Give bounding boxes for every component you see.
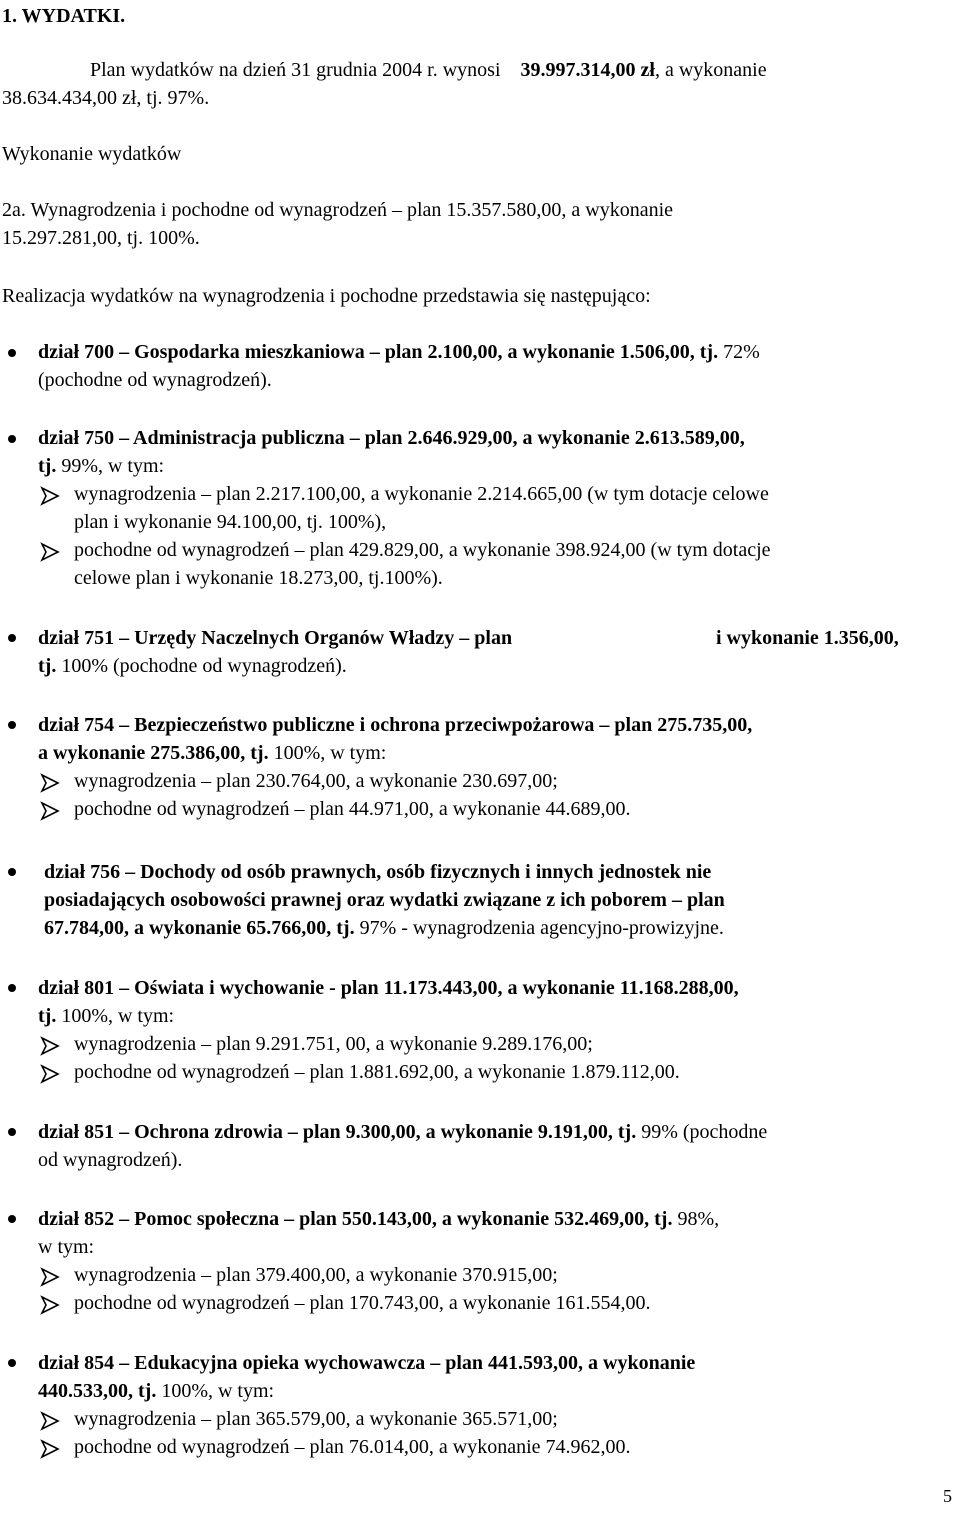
d851-pct: 99% (pochodne	[636, 1121, 768, 1143]
d700-bold: dział 700 – Gospodarka mieszkaniowa – plan 2.100,00, a wykonanie 1.506,00, tj.	[38, 341, 719, 363]
bullet	[8, 634, 16, 642]
d854-line-1: dział 854 – Edukacyjna opieka wychowawcza – plan 441.593,00, a wykonanie	[38, 1352, 696, 1374]
section-title: Wykonanie wydatków	[2, 143, 182, 165]
d852-line-1	[38, 1207, 719, 1231]
d750-sub1-line-2: plan i wykonanie 94.100,00, tj. 100%),	[74, 511, 387, 533]
d801-line-2	[38, 1004, 174, 1028]
bullet	[8, 1128, 16, 1136]
d851-line-1	[38, 1120, 767, 1144]
d751-line-2	[38, 654, 347, 678]
d801-pct: 100%, w tym:	[56, 1005, 175, 1027]
page-number: 5	[943, 1486, 952, 1506]
d754-pct: 100%, w tym:	[268, 742, 387, 764]
d750-pct: 99%, w tym:	[56, 455, 165, 477]
bullet	[8, 721, 16, 729]
d754-sub1: wynagrodzenia – plan 230.764,00, a wykonanie 230.697,00;	[74, 770, 558, 792]
arrow-bullet-icon	[40, 1439, 60, 1459]
arrow-bullet-icon	[40, 1267, 60, 1287]
d700-pct: 72%	[718, 341, 760, 363]
d801-line-1: dział 801 – Oświata i wychowanie - plan 11.173.443,00, a wykonanie 11.168.288,00,	[38, 977, 739, 999]
d801-sub1: wynagrodzenia – plan 9.291.751, 00, a wykonanie 9.289.176,00;	[74, 1033, 593, 1055]
d754-line-1: dział 754 – Bezpieczeństwo publiczne i ochrona przeciwpożarowa – plan 275.735,00,	[38, 714, 753, 736]
bullet	[8, 984, 16, 992]
d751-line-1b: i wykonanie 1.356,00,	[716, 627, 899, 649]
d754-bold: a wykonanie 275.386,00, tj.	[38, 742, 269, 764]
d852-bold: dział 852 – Pomoc społeczna – plan 550.143,00, a wykonanie 532.469,00, tj.	[38, 1208, 673, 1230]
d700-line-2: (pochodne od wynagrodzeń).	[38, 369, 272, 391]
bullet	[8, 868, 16, 876]
d756-line-3	[44, 916, 724, 940]
intro-line-2: 38.634.434,00 zł, tj. 97%.	[2, 87, 210, 109]
bullet	[8, 1215, 16, 1223]
arrow-bullet-icon	[40, 486, 60, 506]
d754-line-2	[38, 741, 386, 765]
d750-sub1-line-1: wynagrodzenia – plan 2.217.100,00, a wykonanie 2.214.665,00 (w tym dotacje celowe	[74, 483, 769, 505]
d852-line-2: w tym:	[38, 1236, 95, 1258]
realizacja-text: Realizacja wydatków na wynagrodzenia i pochodne przedstawia się następująco:	[2, 285, 651, 307]
heading: 1. WYDATKI.	[2, 5, 126, 27]
d851-bold: dział 851 – Ochrona zdrowia – plan 9.300,00, a wykonanie 9.191,00, tj.	[38, 1121, 637, 1143]
arrow-bullet-icon	[40, 1411, 60, 1431]
d852-sub1: wynagrodzenia – plan 379.400,00, a wykonanie 370.915,00;	[74, 1264, 558, 1286]
total-plan: 39.997.314,00 zł	[520, 59, 655, 81]
d750-sub2-line-1: pochodne od wynagrodzeń – plan 429.829,00, a wykonanie 398.924,00 (w tym dotacje	[74, 539, 771, 561]
s2a-line-2: 15.297.281,00, tj. 100%.	[2, 227, 200, 249]
d852-sub2: pochodne od wynagrodzeń – plan 170.743,00, a wykonanie 161.554,00.	[74, 1292, 651, 1314]
bullet	[8, 1359, 16, 1367]
s2a-line-1: 2a. Wynagrodzenia i pochodne od wynagrodzeń – plan 15.357.580,00, a wykonanie	[2, 199, 674, 221]
d801-tj: tj.	[38, 1005, 57, 1027]
d854-line-2	[38, 1379, 274, 1403]
d852-pct: 98%,	[672, 1208, 720, 1230]
d854-bold: 440.533,00, tj.	[38, 1380, 157, 1402]
d756-line-1: dział 756 – Dochody od osób prawnych, osób fizycznych i innych jednostek nie	[44, 861, 712, 883]
arrow-bullet-icon	[40, 542, 60, 562]
d756-pct: 97% - wynagrodzenia agencyjno-prowizyjne.	[354, 917, 724, 939]
d750-sub2-line-2: celowe plan i wykonanie 18.273,00, tj.100%).	[74, 567, 443, 589]
arrow-bullet-icon	[40, 773, 60, 793]
d751-pct: 100% (pochodne od wynagrodzeń).	[56, 655, 347, 677]
intro-text: Plan wydatków na dzień 31 grudnia 2004 r. wynosi	[90, 59, 501, 81]
arrow-bullet-icon	[40, 1036, 60, 1056]
d700-line-1	[38, 340, 760, 364]
d751-line-1a: dział 751 – Urzędy Naczelnych Organów Władzy – plan	[38, 627, 513, 649]
d801-sub2: pochodne od wynagrodzeń – plan 1.881.692,00, a wykonanie 1.879.112,00.	[74, 1061, 680, 1083]
d854-pct: 100%, w tym:	[156, 1380, 275, 1402]
d854-sub1: wynagrodzenia – plan 365.579,00, a wykonanie 365.571,00;	[74, 1408, 558, 1430]
arrow-bullet-icon	[40, 801, 60, 821]
d751-tj: tj.	[38, 655, 57, 677]
d750-line-1: dział 750 – Administracja publiczna – plan 2.646.929,00, a wykonanie 2.613.589,00,	[38, 427, 745, 449]
d854-sub2: pochodne od wynagrodzeń – plan 76.014,00, a wykonanie 74.962,00.	[74, 1436, 631, 1458]
bullet	[8, 349, 16, 357]
d750-line-2	[38, 454, 164, 478]
intro-line-1	[90, 58, 767, 82]
d756-line-2: posiadających osobowości prawnej oraz wydatki związane z ich poborem – plan	[44, 889, 725, 911]
arrow-bullet-icon	[40, 1064, 60, 1084]
arrow-bullet-icon	[40, 1295, 60, 1315]
d756-bold: 67.784,00, a wykonanie 65.766,00, tj.	[44, 917, 355, 939]
d750-tj: tj.	[38, 455, 57, 477]
bullet	[8, 435, 16, 443]
d754-sub2: pochodne od wynagrodzeń – plan 44.971,00, a wykonanie 44.689,00.	[74, 798, 631, 820]
d851-line-2: od wynagrodzeń).	[38, 1149, 183, 1171]
intro-text-2: , a wykonanie	[654, 59, 767, 81]
